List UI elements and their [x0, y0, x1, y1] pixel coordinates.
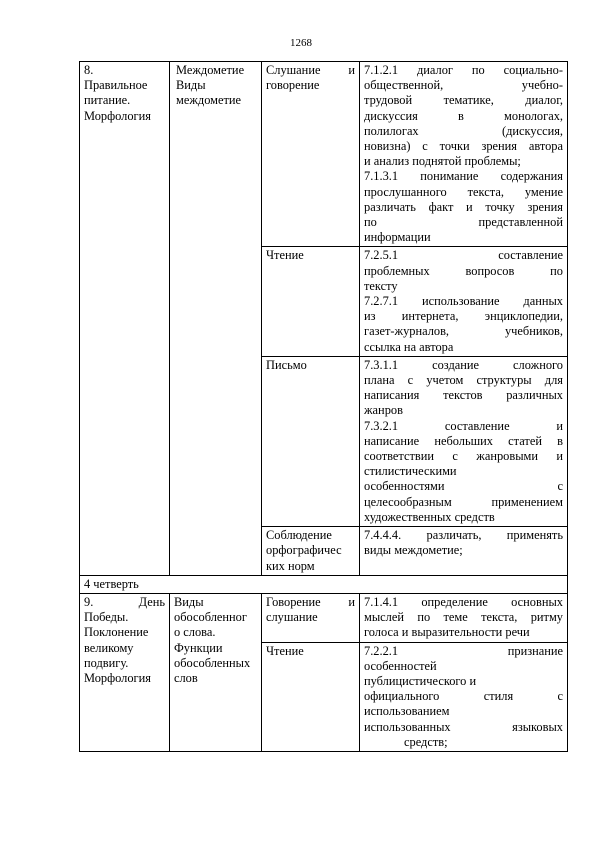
objectives-cell	[360, 593, 568, 642]
objectives-cell	[360, 247, 568, 356]
objective-line: 7.2.5.1 составление	[364, 248, 563, 263]
objective-line: особенностями с	[364, 479, 563, 494]
skill-line: Чтение	[266, 643, 304, 658]
objective-line: особенностей	[364, 658, 437, 673]
skill-line: орфографичес	[266, 543, 342, 558]
topic-line: великому	[84, 640, 134, 655]
objective-line: публицистического и	[364, 673, 477, 688]
skill-line: Письмо	[266, 357, 307, 372]
topic-line: питание.	[84, 93, 131, 108]
objective-line: из интернета, энциклопедии,	[364, 309, 563, 324]
skill-line: Соблюдение	[266, 528, 332, 543]
skill-line: Слушание и	[266, 63, 355, 77]
objective-line: по представленной	[364, 215, 563, 230]
topic-line: Морфология	[84, 108, 151, 123]
page-number: 1268	[290, 37, 312, 49]
table-row-8a	[80, 62, 568, 247]
objective-line: полилогах (дискуссия,	[364, 123, 563, 138]
objective-line: официального стиля с	[364, 689, 563, 704]
objective-line: 7.1.4.1 определение основных	[364, 594, 563, 609]
objective-line: и анализ поднятой проблемы;	[364, 154, 521, 169]
objective-line: 7.1.3.1 понимание содержания	[364, 169, 563, 184]
topic-cell-9	[80, 593, 170, 751]
curriculum-table	[79, 61, 568, 752]
objective-line: 7.2.7.1 использование данных	[364, 294, 563, 309]
skill-cell	[262, 62, 360, 247]
topic-line: 9. День	[84, 594, 165, 609]
objective-line: стилистическими	[364, 464, 457, 479]
skill-cell	[262, 356, 360, 526]
objective-line: виды междометие;	[364, 543, 463, 558]
table-row-9a	[80, 593, 568, 642]
grammar-line: междометие	[176, 93, 242, 108]
quarter-row	[80, 575, 568, 593]
topic-cell-8	[80, 62, 170, 576]
topic-line: Морфология	[84, 670, 151, 685]
skill-cell	[262, 247, 360, 356]
skill-cell	[262, 642, 360, 751]
grammar-line: обособленног	[174, 610, 247, 625]
grammar-line: Виды	[176, 78, 206, 93]
objective-line: ссылка на автора	[364, 339, 454, 354]
grammar-cell-8	[170, 62, 262, 576]
objective-line: 7.1.2.1 диалог по социально-	[364, 63, 563, 77]
objective-line: художественных средств	[364, 509, 495, 524]
objective-line: 7.4.4.4. различать, применять	[364, 528, 563, 543]
grammar-line: Виды	[174, 594, 204, 609]
skill-line: говорение	[266, 78, 320, 93]
objective-line: мыслей по теме текста, ритму	[364, 610, 563, 625]
objective-line: жанров	[364, 403, 403, 418]
quarter-label: 4 четверть	[80, 575, 568, 593]
skill-cell	[262, 527, 360, 576]
objective-line: использованием	[364, 704, 450, 719]
skill-line: слушание	[266, 610, 318, 625]
objective-line: дискуссия в монологах,	[364, 108, 563, 123]
objective-line: соответствии с жанровыми и	[364, 449, 563, 464]
grammar-line: слов	[174, 670, 198, 685]
grammar-line: Функции	[174, 640, 223, 655]
objectives-cell	[360, 62, 568, 247]
objective-line: средств;	[404, 734, 448, 749]
objectives-cell	[360, 642, 568, 751]
objective-line: информации	[364, 230, 431, 245]
topic-line: Поклонение	[84, 625, 149, 640]
skill-line: Чтение	[266, 248, 304, 263]
objective-line: 7.2.2.1 признание	[364, 643, 563, 658]
objective-line: новизна) с точки зрения автора	[364, 139, 563, 154]
topic-line: Победы.	[84, 610, 129, 625]
objective-line: газет-журналов, учебников,	[364, 324, 563, 339]
skill-cell	[262, 593, 360, 642]
objective-line: написания текстов различных	[364, 388, 563, 403]
grammar-line: обособленных	[174, 655, 251, 670]
topic-line: подвигу.	[84, 655, 129, 670]
grammar-line: о слова.	[174, 625, 216, 640]
grammar-line: Междометие	[176, 63, 245, 77]
skill-line: Говорение и	[266, 594, 355, 609]
objective-line: голоса и выразительности речи	[364, 625, 530, 640]
grammar-cell-9	[170, 593, 262, 751]
objective-line: прослушанного текста, умение	[364, 184, 563, 199]
objective-line: использованных языковых	[364, 719, 563, 734]
objective-line: тексту	[364, 278, 398, 293]
topic-line: Правильное	[84, 78, 148, 93]
skill-line: ких норм	[266, 558, 315, 573]
objective-line: плана с учетом структуры для	[364, 373, 563, 388]
objective-line: 7.3.2.1 составление и	[364, 418, 563, 433]
objective-line: различать факт и точку зрения	[364, 199, 563, 214]
objective-line: трудовой тематике, диалог,	[364, 93, 563, 108]
objective-line: целесообразным применением	[364, 494, 563, 509]
objective-line: общественной, учебно-	[364, 78, 563, 93]
objective-line: проблемных вопросов по	[364, 263, 563, 278]
objective-line: написание небольших статей в	[364, 433, 563, 448]
objectives-cell	[360, 527, 568, 576]
objectives-cell	[360, 356, 568, 526]
topic-line: 8.	[84, 63, 94, 77]
objective-line: 7.3.1.1 создание сложного	[364, 357, 563, 372]
